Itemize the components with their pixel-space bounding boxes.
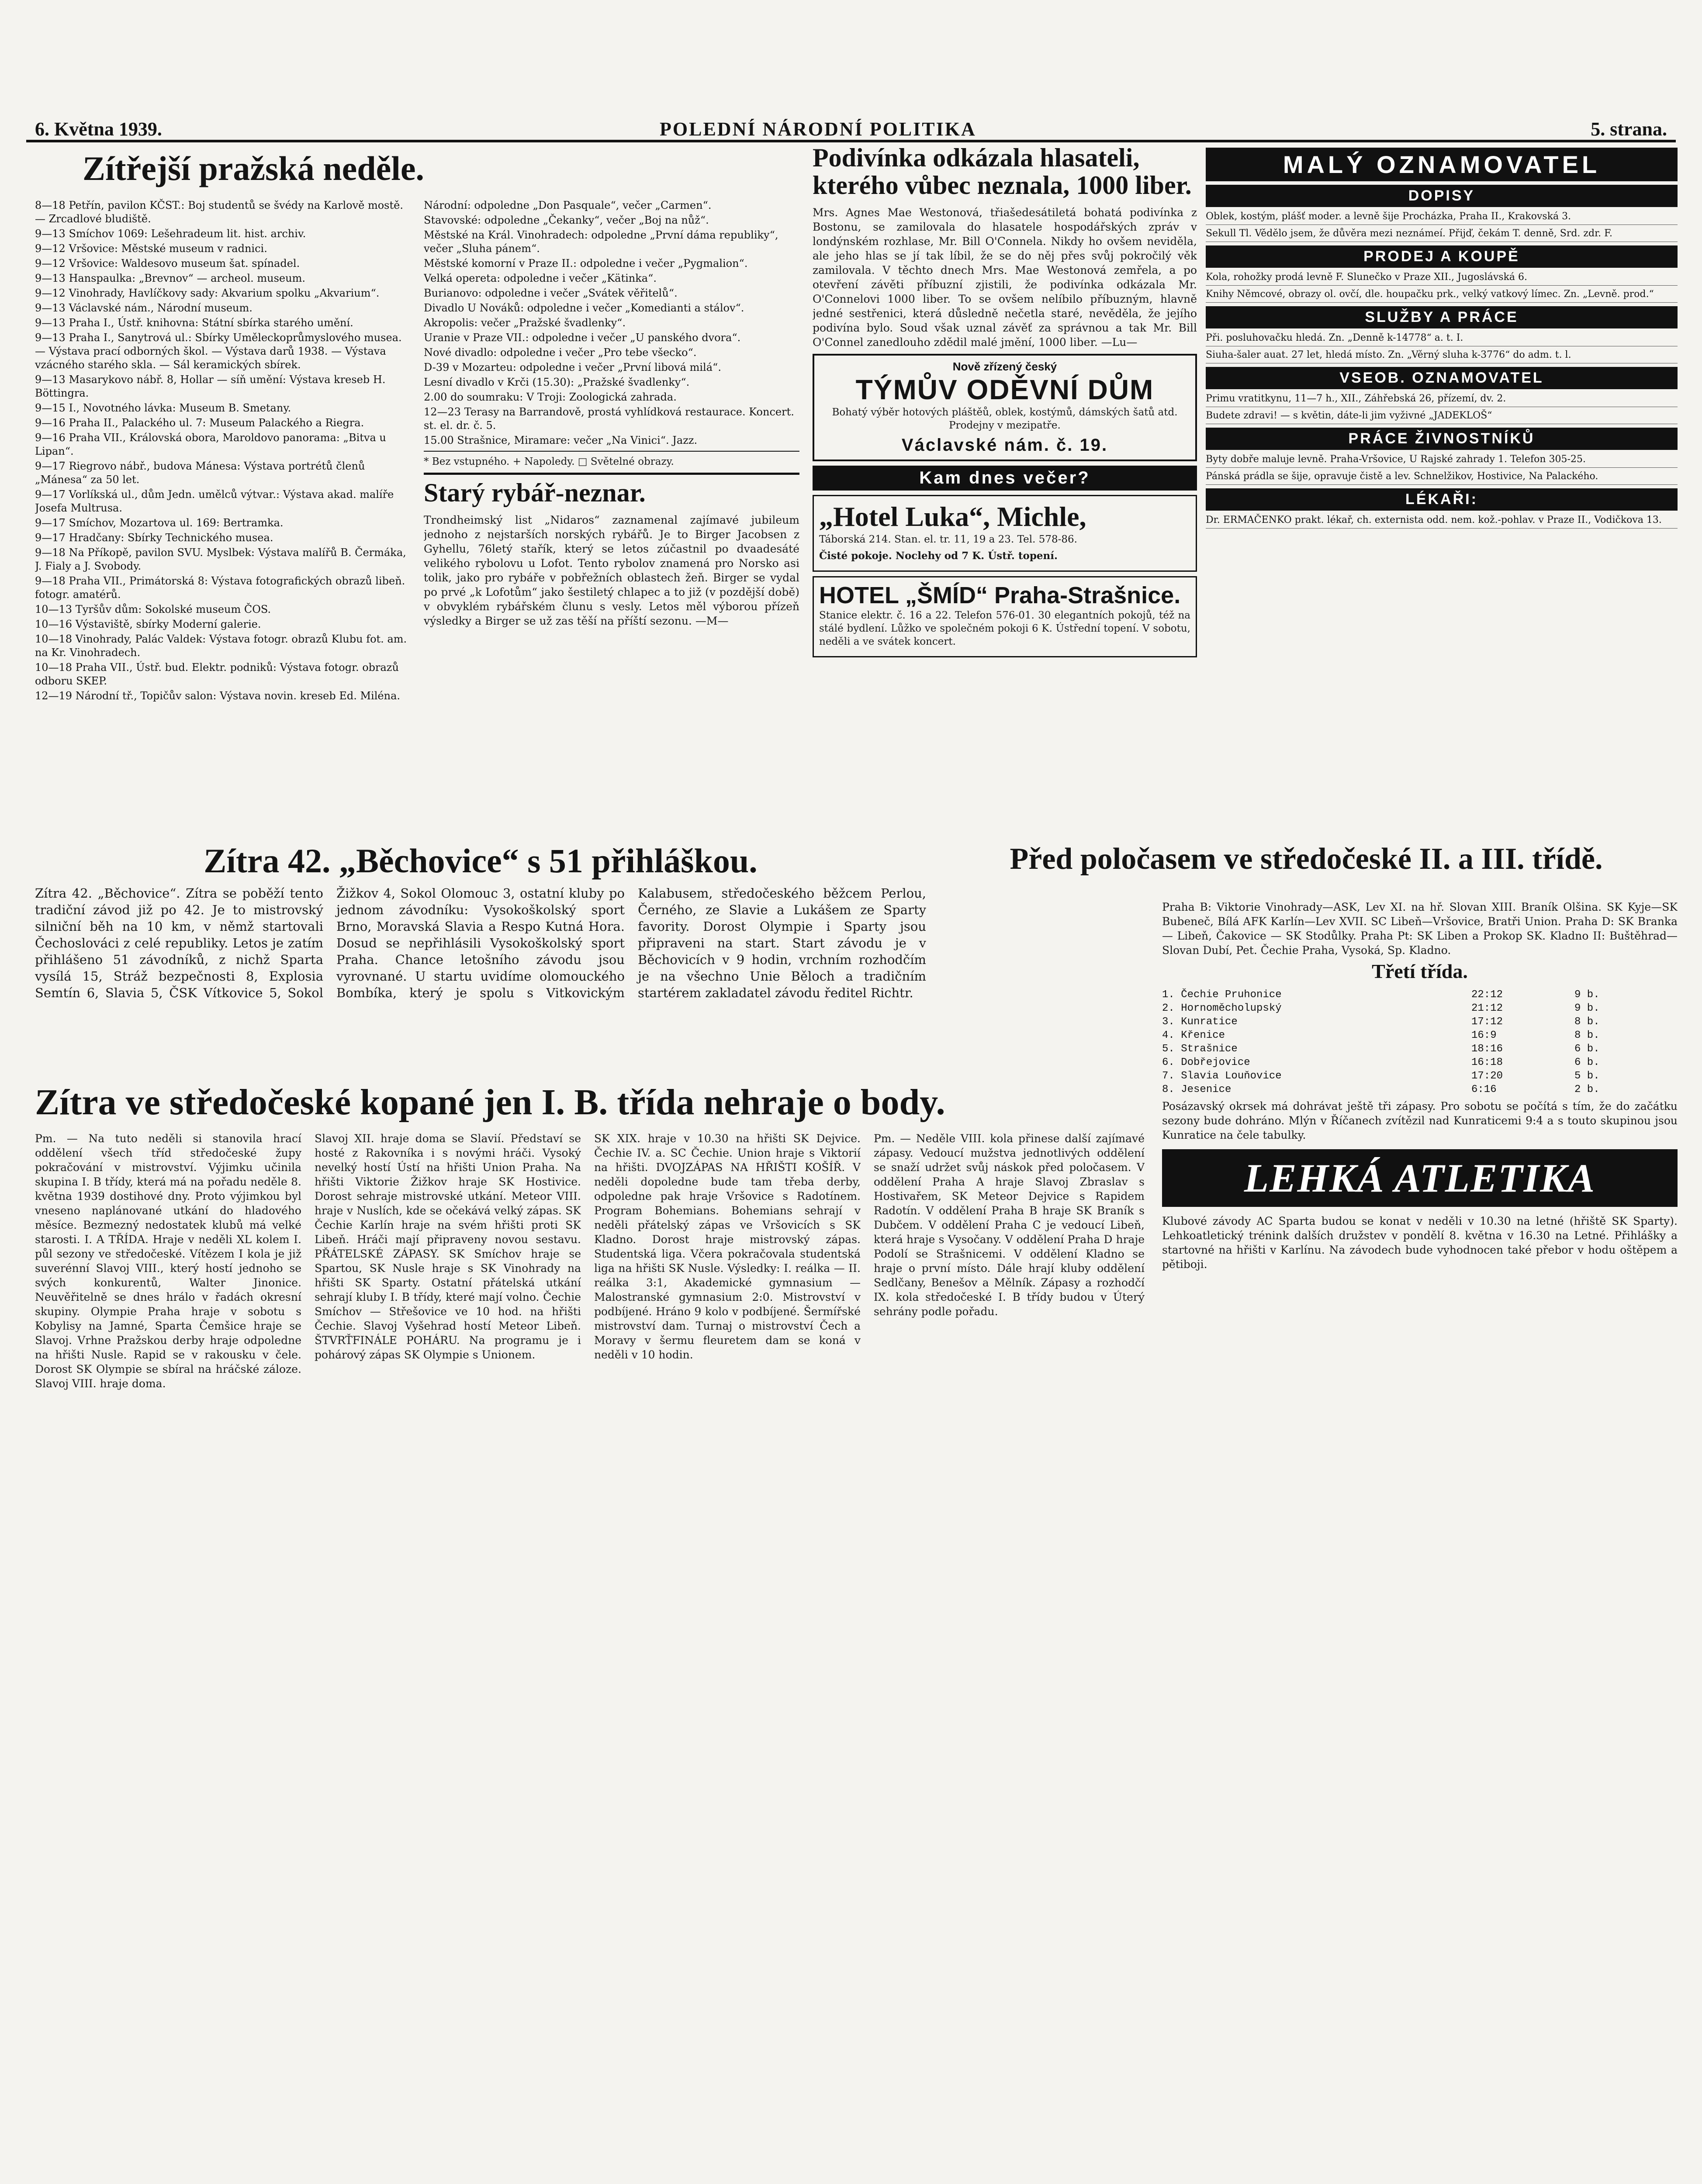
hotel-luka-address: Táborská 214. Stan. el. tr. 11, 19 a 23. Tel. 578-86.	[819, 534, 1077, 545]
classified-ad: Dr. ERMAČENKO prakt. lékař, ch. externista odd. nem. kož.-pohlav. v Praze II., Vodičkova 13.	[1206, 514, 1678, 529]
classified-section-header: LÉKAŘI:	[1206, 488, 1678, 511]
classified-ad: Sekull Tl. Vědělo jsem, že důvěra mezi neznámeí. Přijď, čekám T. denně, Srd. zdr. F.	[1206, 228, 1678, 242]
theatre-listing-item: Národní: odpoledne „Don Pasquale“, večer „Carmen“.	[424, 199, 712, 211]
museum-listing-item: 9—13 Praha I., Ústř. knihovna: Státní sbírka starého umění.	[35, 317, 353, 329]
theatre-listing-item: Divadlo U Nováků: odpoledne i večer „Komedianti a stálov“.	[424, 302, 744, 314]
classified-ad: Knihy Němcové, obrazy ol. ovčí, dle. houpačku prk., velký vatkový límec. Zn. „Levně. prod.“	[1206, 288, 1678, 303]
hotel-luka-name: „Hotel Luka“, Michle,	[819, 501, 1086, 532]
bechovice-headline: Zítra 42. „Běchovice“ s 51 přihláškou.	[204, 843, 758, 880]
team-name: 5. Strašnice	[1162, 1043, 1238, 1055]
museum-listing-item: 9—15 I., Novotného lávka: Museum B. Smetany.	[35, 402, 291, 414]
standings-row	[1162, 1002, 1678, 1015]
theatre-listing	[424, 199, 799, 447]
issue-date: 6. Května 1939.	[35, 118, 162, 140]
points: 9 b.	[1574, 989, 1600, 1001]
museum-listing-item: 9—12 Vršovice: Městské museum v radnici.	[35, 242, 267, 255]
museum-listing-item: 9—16 Praha II., Palackého ul. 7: Museum Palackého a Riegra.	[35, 417, 364, 429]
theatre-listing-item: D-39 v Mozarteu: odpoledne i večer „První libová milá“.	[424, 361, 721, 373]
hotel-smid-name: HOTEL „ŠMÍD“ Praha-Strašnice.	[819, 582, 1181, 608]
museum-listing-item: 9—12 Vršovice: Waldesovo museum šat. spínadel.	[35, 257, 300, 270]
team-name: 2. Hornoměcholupský	[1162, 1002, 1282, 1015]
hotel-smid-ad	[813, 576, 1197, 657]
athletics-banner: LEHKÁ ATLETIKA	[1162, 1149, 1678, 1207]
halftime-header-region	[935, 843, 1678, 891]
museum-listing-item: 9—13 Smíchov 1069: Lešehradeum lit. hist. archiv.	[35, 228, 306, 240]
ad-kicker: Nově zřízený český	[952, 360, 1057, 373]
athletics-text: Klubové závody AC Sparta budou se konat v neděli v 10.30 na letné (hřiště SK Sparty). Lehkoatletický trénink dalších družstev v pondělí 8. května v 16.30 na Letné. Přihlášky a startovné na hřišti v Karlínu. Na závodech bude vyhodnocen také přebor v hodu oštěpem a pětiboji.	[1162, 1215, 1678, 1271]
classified-ad: Při. posluhovačku hledá. Zn. „Denně k-14778“ a. t. I.	[1206, 332, 1678, 346]
theatre-listing-item: Městské na Král. Vinohradech: odpoledne „První dáma republiky“, večer „Sluha pánem“.	[424, 229, 778, 255]
standings-row	[1162, 1056, 1678, 1069]
classified-ad: Oblek, kostým, plášť moder. a levně šije Procházka, Praha II., Krakovská 3.	[1206, 211, 1678, 225]
classified-ad: Kola, rohožky prodá levně F. Slunečko v Praze XII., Jugoslávská 6.	[1206, 271, 1678, 286]
classified-ad: Byty dobře maluje levně. Praha-Vršovice, U Rajské zahrady 1. Telefon 305-25.	[1206, 453, 1678, 468]
prague-sunday-headline: Zítřejší pražská neděle.	[82, 151, 425, 187]
classifieds-body	[1206, 185, 1678, 529]
eccentric-bequest-headline: Podivínka odkázala hlasateli, kterého vůbec neznala, 1000 liber.	[813, 144, 1192, 200]
museum-listing-item: 9—18 Na Příkopě, pavilon SVU. Myslbek: Výstava malířů B. Čermáka, J. Fialy a J. Svobody.	[35, 546, 406, 572]
bechovice-story: Zítra 42. „Běchovice“. Zítra se poběží tento tradiční závod již po 42. Je to mistrovský silniční běh na 10 km, v němž startovali Čechoslováci z celé republiky. Letos je zatím přihlášeno 51 závodníků, z nichž Sparta vysílá 15, Stráž bezpečnosti 8, Explosia Semtín 6, Slavia 5, ČSK Vítkovice 5, Sokol Žižkov 4, Sokol Olomouc 3, ostatní kluby po jednom závodníku: Vysokoškolský sport Brno, Moravská Slavia a Respo Kutná Hora. Dosud se nepřihlásili Vysokoškolský sport Praha. Chance letošního závodu jsou vyrovnané. U startu uvidíme olomouckého Bombíka, který je spolu s Vitkovickým Kalabusem, středočeského běžcem Perlou, Černého, ze Slavie a Lukášem ze Sparty favority. Dorost Olympie i Sparty jsou připraveni na start. Start závodu je v Běchovicích v 9 hodin, vrchním rozhodčím je na všechno Unie Běloch a tradičním startérem zakladatel závodu ředitel Richtr.	[35, 885, 926, 1000]
hotel-luka-line: Čisté pokoje. Noclehy od 7 K. Ústř. topení.	[819, 550, 1058, 562]
football-text-1: Pm. — Na tuto neděli si stanovila hrací oddělení všech tříd středočeské župy pokračování v mistrovství. Výjimku učinila skupina I. B třídy, která má na pořadu neděle 8. května 1939 dostihové dny. Proto výjimkou byl vneseno naplánované utkání do hladového měsíce. Bezmezný nedostatek klubů má velké starosti. I. A TŘÍDA. Hraje v neděli XL kolem I. půl sezony ve středočeské. Vítězem I kola je již suverénní Slavoj VIII., který hostí jednoho se svých konkurentů, Walter Jinonice. Neuvěřitelně se dnes hrálo v řadách okresní skupiny. Olympie Praha hraje v sobotu s Kobylisy na Jamné, Sparta Čemšice hraje se Slavoj. Vrhne Pražskou derby hraje odpoledne na hřišti Nusle. Rapid se v rakousku v čele. Dorost SK Olympie se sbíral na hráčské záloze. Slavoj VIII. hraje doma.	[35, 1132, 301, 1390]
classified-ad: Siuha-šaler auat. 27 let, hledá místo. Zn. „Věrný sluha k-3776“ do adm. t. l.	[1206, 349, 1678, 363]
museum-listing-item: 9—18 Praha VII., Primátorská 8: Výstava fotografických obrazů libeň. fotogr. amatérů.	[35, 575, 405, 601]
theatre-listing-item: Uranie v Praze VII.: odpoledne i večer „U panského dvora“.	[424, 332, 741, 344]
bechovice-section	[35, 843, 926, 1079]
football-column-1	[35, 1131, 301, 2184]
points: 8 b.	[1574, 1016, 1600, 1028]
football-text-2: Slavoj XII. hraje doma se Slavií. Představí se hosté z Rakovníka i s novými hráči. Vysoký nevelký hostí Ústí na hřišti Union Praha. Na hřišti Viktorie Žižkov hraje SK Hostivice. Dorost sehraje mistrovské utkání. Meteor VIII. hraje v Nuslích, kde se očekává velký zápas. SK Čechie Karlín hraje na svém hřišti proti SK Libeň. Hráči mají připraveny novou sestavu. PŘÁTELSKÉ ZÁPASY. SK Smíchov hraje se Spartou, SK Nusle hraje s SK Vinohrady na hřišti SK Sparty. Ostatní přátelská utkání sehrají kluby I. B třídy, které mají volno. Čechie Smíchov — Střešovice ve 10 hod. na hřišti Čechie. Slavoj Vyšehrad hostí Meteor Libeň. ŠTVRŤFINÁLE POHÁRU. Na programu je i pohárový zápas SK Olympie s Unionem.	[315, 1132, 581, 1361]
football-column-3	[594, 1131, 861, 2184]
goal-score: 17:20	[1471, 1070, 1503, 1082]
goal-score: 22:12	[1471, 989, 1503, 1001]
standings-row	[1162, 1029, 1678, 1042]
classified-section-header: PRÁCE ŽIVNOSTNÍKŮ	[1206, 428, 1678, 450]
goal-score: 21:12	[1471, 1002, 1503, 1015]
theatre-listing-item: 15.00 Strašnice, Miramare: večer „Na Vinici“. Jazz.	[424, 434, 698, 446]
football-text-4: Pm. — Neděle VIII. kola přinese další zajímavé zápasy. Vedoucí mužstva jednotlivých oddělení se snaží udržet svůj náskok před poločasem. V oddělení Praha A hraje Slavoj Zbraslav s Hostivařem, SK Meteor Dejvice s Rapidem Radotín. V oddělení Praha B hraje SK Braník s Dubčem. V oddělení Praha C je vedoucí Libeň, která hraje s Vysočany. V oddělení Praha D hraje Podolí se Strašnicemi. V oddělení Kladno se hraje o první místo. Dále hrají kluby oddělení Sedlčany, Benešov a Mělník. Zápasy a rozhodčí IX. kola středočeské I. B třídy budou v Úterý sehrány podle pořadu.	[874, 1132, 1145, 1318]
team-name: 1. Čechie Pruhonice	[1162, 989, 1282, 1001]
standings-row	[1162, 1083, 1678, 1096]
masthead	[26, 118, 1676, 142]
football-column-2	[315, 1131, 581, 2184]
museum-listing-item: 10—13 Tyršův dům: Sokolské museum ČOS.	[35, 603, 271, 615]
theatre-listing-item: Akropolis: večer „Pražské švadlenky“.	[424, 317, 626, 329]
hotel-smid-text: Stanice elektr. č. 16 a 22. Telefon 576-01. 30 elegantních pokojů, též na stálé bydlení. Lůžko ve společném pokoji 6 K. Ústřední topení. V sobotu, neděli a ve svátek koncert.	[819, 610, 1190, 647]
museum-listing-item: 10—18 Vinohrady, Palác Valdek: Výstava fotogr. obrazů Klubu fot. am. na Kr. Vinohradech.	[35, 633, 407, 659]
museum-listing	[35, 199, 411, 703]
goal-score: 18:16	[1471, 1043, 1503, 1055]
classified-ad: Pánská prádla se šije, opravuje čistě a lev. Schnelžikov, Hostivice, Na Palackého.	[1206, 470, 1678, 485]
classified-ad: Primu vratitkynu, 11—7 h., XII., Záhřebská 26, přízemí, dv. 2.	[1206, 393, 1678, 407]
theatre-listing-item: Velká opereta: odpoledne i večer „Kätinka“.	[424, 272, 657, 284]
football-headline: Zítra ve středočeské kopané jen I. B. třída nehraje o body.	[35, 1083, 945, 1123]
points: 9 b.	[1574, 1002, 1600, 1015]
top-middle-section	[813, 144, 1197, 817]
theatre-listing-item: Burianovo: odpoledne i večer „Svátek věřitelů“.	[424, 287, 678, 299]
third-class-intro: Praha B: Viktorie Vinohrady—ASK, Lev XI. na hř. Slovan XIII. Braník Olšina. SK Kyje—SK Bubeneč, Bílá AFK Karlín—Lev XVII. SC Libeň—Vršovice, Bratři Union. Praha D: SK Branka — Libeň, Čakovice — SK Stodůlky. Praha Pt: SK Liben a Prokop SK. Kladno II: Buštěhrad—Slovan Dubí, Pet. Čechie Praha, Vysoká, Sp. Kladno.	[1162, 901, 1678, 957]
standings-row	[1162, 1042, 1678, 1056]
standings-row	[1162, 988, 1678, 1002]
hotel-luka-ad	[813, 495, 1197, 572]
fisherman-story: Trondheimský list „Nidaros“ zaznamenal zajímavé jubileum jednoho z nejstarších norských rybářů. Je to Birger Jacobsen z Gyhellu, 76letý stařík, který se letos zúčastnil po dvaadesáté velikého rybolovu u Lofot. Tento rybolov znamená pro Norsko asi tolik, jako pro rybáře v pobřežních oblastech žeň. Birger se vydal po prvé „k Lofotům“ jako šestiletý chlapec a to již (v pozdější době) v obvyklém rybářském člunu s vesly. Letos měl výborou přízeň výsledky a Birger se už zas těší na příští sezonu. —M—	[424, 514, 799, 627]
theatre-listing-item: 12—23 Terasy na Barrandově, prostá vyhlídková restaurace. Koncert. st. el. dr. č. 5.	[424, 406, 794, 432]
classified-section-header: DOPISY	[1206, 185, 1678, 207]
classified-ad: Budete zdravi! — s květin, dáte-li jim vyživné „JADEKLOŠ“	[1206, 410, 1678, 424]
ad-text: Bohatý výběr hotových pláštěů, oblek, kostýmů, dámských šatů atd. Prodejny v mezipatře.	[832, 407, 1178, 431]
points: 6 b.	[1574, 1043, 1600, 1055]
museum-listing-item: 9—13 Masarykovo nábř. 8, Hollar — síň umění: Výstava kreseb H. Böttingra.	[35, 373, 386, 399]
museum-listing-column	[35, 199, 411, 815]
team-name: 3. Kunratice	[1162, 1016, 1238, 1028]
classified-section-header: PRODEJ A KOUPĚ	[1206, 245, 1678, 268]
museum-listing-item: 9—12 Vinohrady, Havlíčkovy sady: Akvarium spolku „Akvarium“.	[35, 287, 380, 299]
listing-legend: * Bez vstupného. + Napoledy. □ Světelné obrazy.	[424, 456, 674, 467]
museum-listing-item: 9—17 Smíchov, Mozartova ul. 169: Bertramka.	[35, 517, 284, 529]
goal-score: 17:12	[1471, 1016, 1503, 1028]
museum-listing-item: 9—17 Vorlíkská ul., dům Jedn. umělců výtvar.: Výstava akad. malíře Josefa Multrusa.	[35, 488, 394, 514]
page-number: 5. strana.	[1591, 118, 1667, 140]
classifieds-header: MALÝ OZNAMOVATEL	[1206, 148, 1678, 181]
prague-sunday-section	[35, 151, 804, 815]
museum-listing-item: 10—18 Praha VII., Ústř. bud. Elektr. podniků: Výstava fotogr. obrazů odboru SKEP.	[35, 661, 399, 687]
points: 8 b.	[1574, 1030, 1600, 1042]
goal-score: 6:16	[1471, 1084, 1497, 1096]
standings-row	[1162, 1015, 1678, 1029]
fisherman-headline: Starý rybář-neznar.	[424, 478, 646, 507]
eccentric-bequest-story: Mrs. Agnes Mae Westonová, třiašedesátiletá bohatá podivínka z Bostonu, se zamilovala do hlasatele hospodářských zpráv v londýnském rozhlase, Mr. Bill O'Connela. Nikdy ho ovšem neviděla, ale jeho hlas se jí tak líbil, že se do něj přes svůj pokročilý věk zamilovala. V těchto dnech Mrs. Mae Westonová zemřela, a po otevření závěti příbuzní zjistili, že podivínka odkázala Mr. O'Connelovi 1000 liber. To se ovšem nelíbilo příbuzným, hlavně jedné sestřenici, která důsledně nečetla staré, nevěděla, že jejího podivína bylo. Soud však uznal závěť za správnou a tak Mr. Bill O'Connel zanedlouho zdědil malé jmění, 1000 liber. —Lu—	[813, 206, 1197, 349]
team-name: 7. Slavia Louňovice	[1162, 1070, 1282, 1082]
standings-row	[1162, 1069, 1678, 1083]
third-class-after: Posázavský okrsek má dohrávat ještě tři zápasy. Pro sobotu se počítá s tím, že do začátku sezony bude dohráno. Mlýn v Říčanech zvítězil nad Kunraticemi 9:4 a s touto skupinou jsou Kunratice na čele tabulky.	[1162, 1100, 1678, 1142]
tyma-clothing-ad	[813, 354, 1197, 461]
team-name: 6. Dobřejovice	[1162, 1057, 1250, 1069]
theatre-listing-item: Stavovské: odpoledne „Čekanky“, večer „Boj na nůž“.	[424, 214, 709, 226]
theatre-listing-column	[424, 199, 799, 815]
museum-listing-item: 9—16 Praha VII., Královská obora, Maroldovo panorama: „Bitva u Lipan“.	[35, 432, 386, 457]
points: 2 b.	[1574, 1084, 1600, 1096]
museum-listing-item: 9—13 Praha I., Sanytrová ul.: Sbírky Uměleckoprůmyslového musea. — Výstava prací odborných škol. — Výstava darů 1938. — Výstava vzácného starého skla. — Sál keramických sbírek.	[35, 332, 402, 371]
points: 6 b.	[1574, 1057, 1600, 1069]
theatre-listing-item: Lesní divadlo v Krči (15.30): „Pražské švadlenky“.	[424, 376, 690, 388]
football-text-3: SK XIX. hraje v 10.30 na hřišti SK Dejvice. Čechie IV. a. SC Čechie. Union hraje s Viktorií na hřišti. DVOJZÁPAS NA HŘIŠTI KOŠÍŘ. V neděli dopoledne bude tam třeba derby, odpoledne pak hraje Vršovice s Radotínem. Program Bohemians. Bohemians sehrají v neděli přátelský zápas ve Vršovicích s SK Kladno. Dorost hraje mistrovský zápas. Studentská liga. Včera pokračovala studentská liga na hřišti SK Nusle. Výsledky: I. reálka — II. reálka 3:1, Akademické gymnasium — Malostranské gymnasium 2:0. Mistrovství v podbíjené. Hráno 9 kolo v podbíjené. Šermířské mistrovství dam. Turnaj o mistrovství Čech a Moravy v šermu fleuretem dam se koná v neděli v 10 hodin.	[594, 1132, 861, 1361]
kam-dnes-vecer-banner: Kam dnes večer?	[813, 466, 1197, 491]
third-class-heading: Třetí třída.	[1372, 960, 1468, 982]
theatre-listing-item: Nové divadlo: odpoledne i večer „Pro tebe všecko“.	[424, 346, 697, 359]
museum-listing-item: 10—16 Výstaviště, sbírky Moderní galerie.	[35, 618, 261, 630]
museum-listing-item: 9—13 Václavské nám., Národní museum.	[35, 302, 253, 314]
museum-listing-item: 9—17 Riegrovo nábř., budova Mánesa: Výstava portrétů členů „Mánesa“ za 50 let.	[35, 460, 365, 486]
team-name: 4. Křenice	[1162, 1030, 1225, 1042]
museum-listing-item: 8—18 Petřín, pavilon KČST.: Boj studentů se švédy na Karlově mostě. — Zrcadlové bludiště.	[35, 199, 403, 225]
museum-listing-item: 9—17 Hradčany: Sbírky Technického musea.	[35, 532, 273, 544]
football-column-4	[874, 1131, 1145, 2184]
goal-score: 16:18	[1471, 1057, 1503, 1069]
newspaper-title: POLEDNÍ NÁRODNÍ POLITIKA	[660, 118, 976, 140]
points: 5 b.	[1574, 1070, 1600, 1082]
divider	[424, 473, 799, 475]
standings-table	[1162, 988, 1678, 1096]
team-name: 8. Jesenice	[1162, 1084, 1232, 1096]
third-class-section	[1162, 900, 1678, 2184]
halftime-headline: Před poločasem ve středočeské II. a III. třídě.	[1010, 843, 1603, 876]
classifieds-section	[1206, 144, 1678, 817]
classified-section-header: SLUŽBY A PRÁCE	[1206, 306, 1678, 328]
divider	[424, 451, 799, 452]
classified-section-header: VSEOB. OZNAMOVATEL	[1206, 367, 1678, 389]
museum-listing-item: 12—19 Národní tř., Topičův salon: Výstava novin. kreseb Ed. Milénа.	[35, 690, 401, 702]
goal-score: 16:9	[1471, 1030, 1497, 1042]
football-section	[35, 1083, 1149, 2184]
museum-listing-item: 9—13 Hanspaulka: „Brevnov“ — archeol. museum.	[35, 272, 305, 284]
theatre-listing-item: 2.00 do soumraku: V Troji: Zoologická zahrada.	[424, 391, 677, 403]
ad-title: TÝMŮV ODĚVNÍ DŮM	[855, 374, 1154, 405]
theatre-listing-item: Městské komorní v Praze II.: odpoledne i večer „Pygmalion“.	[424, 257, 748, 270]
ad-address: Václavské nám. č. 19.	[901, 435, 1108, 455]
